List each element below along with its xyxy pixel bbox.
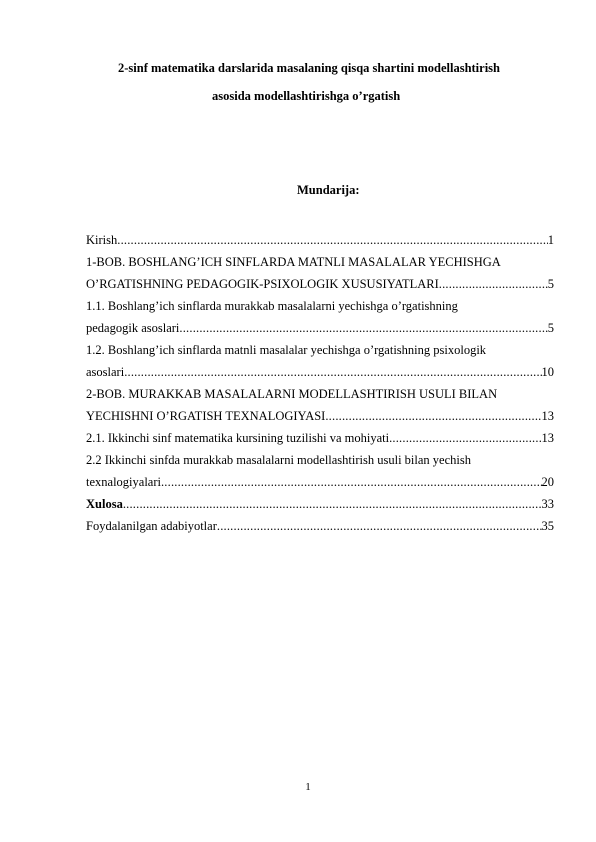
toc-entry-text: O’RGATISHNING PEDAGOGIK-PSIXOLOGIK XUSUSIYATLARI — [86, 277, 439, 291]
toc-entry-page: 13 — [541, 431, 554, 445]
toc-dot-leader — [161, 471, 542, 493]
toc-entry-text: Foydalanilgan adabiyotlar — [86, 519, 217, 533]
toc-dot-leader — [217, 515, 542, 537]
toc-entry-page: 5 — [547, 277, 554, 291]
toc-entry-section-2-2-line-1 — [86, 449, 554, 471]
page-number: 1 — [305, 781, 311, 793]
toc-entry-text: texnalogiyalari — [86, 475, 161, 489]
toc-dot-leader — [325, 405, 541, 427]
toc-entry-page: 20 — [541, 475, 554, 489]
toc-entry-section-1-1-line-2 — [86, 317, 554, 339]
toc-entry-text: pedagogik asoslari — [86, 321, 180, 335]
toc-entry-page: 13 — [541, 409, 554, 423]
toc-entry-chapter-1-line-2 — [86, 273, 554, 295]
toc-entry-foydalanilgan-adabiyotlar — [86, 515, 554, 537]
toc-entry-text: 2.1. Ikkinchi sinf matematika kursining tuzilishi va mohiyati — [86, 431, 390, 445]
toc-entry-page: 33 — [541, 497, 554, 511]
toc-entry-text: YECHISHNI O’RGATISH TEXNALOGIYASI — [86, 409, 326, 423]
toc-heading: Mundarija: — [297, 183, 360, 197]
toc-entry-kirish — [86, 229, 554, 251]
toc-entry-section-2-2-line-2 — [86, 471, 554, 493]
toc-entry-page: 5 — [547, 321, 554, 335]
toc-entry-page: 10 — [541, 365, 554, 379]
toc-dot-leader — [124, 361, 541, 383]
toc-entry-text: 1-BOB. BOSHLANG’ICH SINFLARDA MATNLI MASALALAR YECHISHGA — [86, 255, 501, 269]
toc-entry-page: 35 — [541, 519, 554, 533]
toc-dot-leader — [117, 229, 548, 251]
toc-entry-text: 2.2 Ikkinchi sinfda murakkab masalalarni modellashtirish usuli bilan yechish — [86, 453, 471, 467]
toc-entry-text: 1.1. Boshlang’ich sinflarda murakkab masalalarni yechishga o’rgatishning — [86, 299, 458, 313]
toc-entry-text: asoslari — [86, 365, 125, 379]
toc-dot-leader — [179, 317, 547, 339]
table-of-contents — [86, 229, 554, 537]
toc-entry-text: 2-BOB. MURAKKAB MASALALARNI MODELLASHTIRISH USULI BILAN — [86, 387, 498, 401]
toc-entry-xulosa — [86, 493, 554, 515]
toc-entry-section-1-1-line-1 — [86, 295, 554, 317]
document-title-line-1: 2-sinf matematika darslarida masalaning qisqa shartini modellashtirish — [118, 61, 500, 75]
toc-dot-leader — [389, 427, 541, 449]
toc-entry-chapter-2-line-1 — [86, 383, 554, 405]
toc-entry-section-1-2-line-2 — [86, 361, 554, 383]
toc-entry-text: Kirish — [86, 233, 118, 247]
toc-dot-leader — [123, 493, 542, 515]
toc-entry-section-1-2-line-1 — [86, 339, 554, 361]
document-title-line-2: asosida modellashtirishga o’rgatish — [212, 89, 401, 103]
toc-entry-chapter-1-line-1 — [86, 251, 554, 273]
toc-entry-page: 1 — [547, 233, 554, 247]
toc-entry-text: 1.2. Boshlang’ich sinflarda matnli masalalar yechishga o’rgatishning psixologik — [86, 343, 487, 357]
toc-entry-chapter-2-line-2 — [86, 405, 554, 427]
toc-entry-section-2-1 — [86, 427, 554, 449]
toc-dot-leader — [439, 273, 548, 295]
toc-entry-text: Xulosa — [86, 497, 123, 511]
